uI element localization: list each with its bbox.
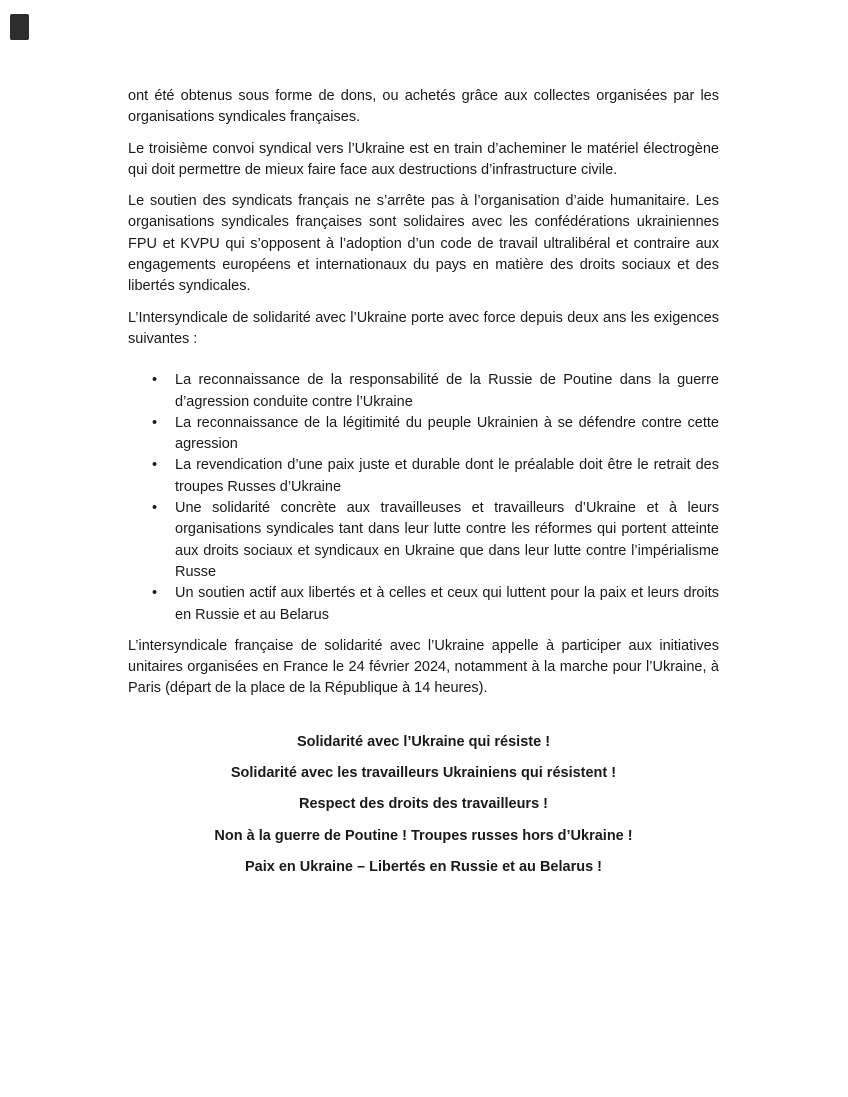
- slogan-line: Respect des droits des travailleurs !: [298, 796, 548, 813]
- document-body: [128, 86, 719, 888]
- list-item: • Une solidarité concrète aux travailleuses et travailleurs d’Ukraine et à leurs organisations syndicales tant dans leur lutte contre les réformes qui portent atteinte aux droits sociaux et syndicaux en Ukraine que dans leur lutte contre l’impérialisme Russe: [128, 498, 719, 583]
- slogan-line: Solidarité avec l’Ukraine qui résiste !: [296, 733, 551, 750]
- list-item: • La revendication d’une paix juste et durable dont le préalable doit être le retrait des troupes Russes d’Ukraine: [128, 455, 719, 498]
- paragraph-demands-intro: L’Intersyndicale de solidarité avec l’Ukraine porte avec force depuis deux ans les exigences suivantes :: [128, 309, 719, 347]
- slogans-block: [128, 732, 719, 878]
- slogan-line: Non à la guerre de Poutine ! Troupes russes hors d’Ukraine !: [214, 827, 633, 844]
- paragraph-union-support: Le soutien des syndicats français ne s’arrête pas à l’organisation d’aide humanitaire. Les organisations syndicales françaises sont solidaires avec les confédérations ukrainiennes FPU et KVPU qui s’opposent à l’adoption d’un code de travail ultralibéral et contraire aux engagements européens et internationaux du pays en matière des droits sociaux et des libertés syndicales.: [128, 193, 719, 295]
- list-item: • La reconnaissance de la responsabilité de la Russie de Poutine dans la guerre d’agression conduite contre l’Ukraine: [128, 370, 719, 413]
- slogan-line: Paix en Ukraine – Libertés en Russie et au Belarus !: [244, 858, 602, 875]
- corner-mark: [10, 14, 29, 40]
- slogan-line: Solidarité avec les travailleurs Ukrainiens qui résistent !: [230, 765, 617, 782]
- paragraph-convoy: Le troisième convoi syndical vers l’Ukraine est en train d’acheminer le matériel électrogène qui doit permettre de mieux faire face aux destructions d’infrastructure civile.: [128, 140, 719, 178]
- list-item: • La reconnaissance de la légitimité du peuple Ukrainien à se défendre contre cette agression: [128, 413, 719, 456]
- paragraph-donations: ont été obtenus sous forme de dons, ou achetés grâce aux collectes organisées par les organisations syndicales françaises.: [128, 88, 719, 126]
- paragraph-call-to-action: L’intersyndicale française de solidarité avec l’Ukraine appelle à participer aux initiatives unitaires organisées en France le 24 février 2024, notamment à la marche pour l’Ukraine, à Paris (départ de la place de la République à 14 heures).: [128, 637, 719, 697]
- demands-list: [128, 370, 719, 626]
- list-item: • Un soutien actif aux libertés et à celles et ceux qui luttent pour la paix et leurs droits en Russie et au Belarus: [128, 583, 719, 626]
